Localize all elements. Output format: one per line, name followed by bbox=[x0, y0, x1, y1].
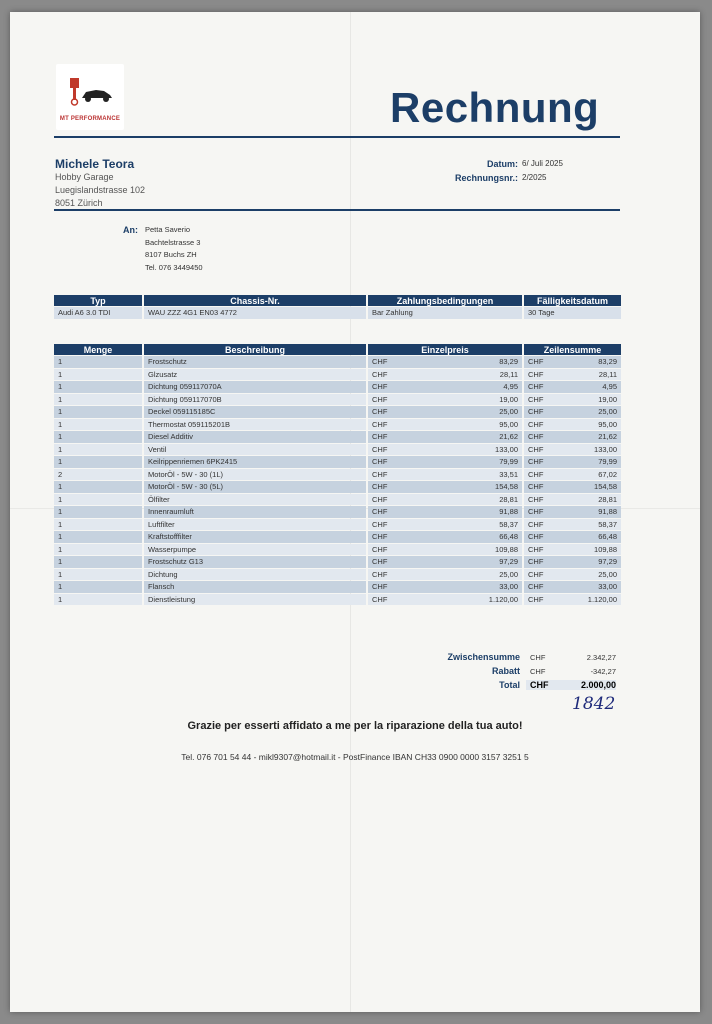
item-quantity: 1 bbox=[54, 381, 142, 393]
unit-price-value: 25,00 bbox=[499, 569, 518, 579]
item-unit-price bbox=[368, 569, 522, 581]
piston-car-icon bbox=[64, 72, 116, 112]
item-unit-price bbox=[368, 519, 522, 531]
currency-label: CHF bbox=[528, 507, 544, 517]
table-row bbox=[54, 406, 621, 418]
currency-label: CHF bbox=[372, 594, 388, 604]
subtotal-value: 2.342,27 bbox=[586, 652, 616, 662]
line-total-value: 95,00 bbox=[598, 419, 617, 429]
unit-price-value: 25,00 bbox=[499, 407, 518, 417]
item-description: Luftfilter bbox=[144, 519, 366, 531]
item-line-total bbox=[524, 369, 621, 381]
currency-label: CHF bbox=[372, 457, 388, 467]
table-row bbox=[54, 594, 621, 606]
payment-terms: Bar Zahlung bbox=[368, 307, 522, 319]
currency-label: CHF bbox=[528, 382, 544, 392]
line-total-value: 21,62 bbox=[598, 432, 617, 442]
currency-label: CHF bbox=[372, 407, 388, 417]
table-row bbox=[54, 531, 621, 543]
currency-label: CHF bbox=[372, 519, 388, 529]
item-line-total bbox=[524, 519, 621, 531]
currency-label: CHF bbox=[372, 369, 388, 379]
line-total-value: 58,37 bbox=[598, 519, 617, 529]
item-unit-price bbox=[368, 544, 522, 556]
item-unit-price bbox=[368, 594, 522, 606]
currency-label: CHF bbox=[528, 532, 544, 542]
line-total-value: 28,11 bbox=[598, 369, 617, 379]
table-row bbox=[54, 506, 621, 518]
item-description: Dichtung 059117070B bbox=[144, 394, 366, 406]
currency-label: CHF bbox=[528, 582, 544, 592]
item-line-total bbox=[524, 569, 621, 581]
table-row bbox=[54, 494, 621, 506]
table-row bbox=[54, 569, 621, 581]
table-row bbox=[54, 444, 621, 456]
item-unit-price bbox=[368, 356, 522, 368]
item-unit-price bbox=[368, 556, 522, 568]
unit-price-value: 33,51 bbox=[499, 469, 518, 479]
unit-price-value: 91,88 bbox=[499, 507, 518, 517]
item-description: Dienstleistung bbox=[144, 594, 366, 606]
currency-label: CHF bbox=[528, 457, 544, 467]
logo-text: MT PERFORMANCE bbox=[59, 116, 121, 122]
column-header: Zeilensumme bbox=[524, 344, 621, 355]
item-line-total bbox=[524, 469, 621, 481]
line-total-value: 25,00 bbox=[598, 569, 617, 579]
sender-block bbox=[55, 157, 145, 210]
unit-price-value: 33,00 bbox=[499, 582, 518, 592]
currency-label: CHF bbox=[372, 382, 388, 392]
line-items-table bbox=[52, 343, 623, 606]
item-quantity: 1 bbox=[54, 431, 142, 443]
unit-price-value: 28,81 bbox=[499, 494, 518, 504]
unit-price-value: 4,95 bbox=[503, 382, 518, 392]
item-line-total bbox=[524, 531, 621, 543]
item-line-total bbox=[524, 356, 621, 368]
sender-line: Luegislandstrasse 102 bbox=[55, 185, 146, 195]
item-quantity: 1 bbox=[54, 531, 142, 543]
line-total-value: 66,48 bbox=[598, 532, 617, 542]
item-quantity: 1 bbox=[54, 456, 142, 468]
discount-value: -342,27 bbox=[590, 666, 616, 676]
item-quantity: 1 bbox=[54, 594, 142, 606]
table-row bbox=[54, 394, 621, 406]
line-total-value: 33,00 bbox=[598, 582, 617, 592]
line-total-value: 1.120,00 bbox=[587, 594, 617, 604]
table-row bbox=[54, 556, 621, 568]
unit-price-value: 28,11 bbox=[499, 369, 518, 379]
unit-price-value: 21,62 bbox=[499, 432, 518, 442]
unit-price-value: 19,00 bbox=[499, 394, 518, 404]
company-logo bbox=[56, 64, 124, 130]
item-line-total bbox=[524, 394, 621, 406]
currency-label: CHF bbox=[528, 557, 544, 567]
currency-label: CHF bbox=[528, 407, 544, 417]
table-row bbox=[54, 581, 621, 593]
item-line-total bbox=[524, 481, 621, 493]
item-line-total bbox=[524, 406, 621, 418]
invoice-meta bbox=[430, 159, 563, 187]
currency-label: CHF bbox=[372, 507, 388, 517]
item-quantity: 1 bbox=[54, 556, 142, 568]
item-quantity: 1 bbox=[54, 544, 142, 556]
item-line-total bbox=[524, 581, 621, 593]
item-quantity: 1 bbox=[54, 494, 142, 506]
recipient-line: 8107 Buchs ZH bbox=[145, 250, 197, 259]
item-description: Frostschutz bbox=[144, 356, 366, 368]
currency-label: CHF bbox=[528, 594, 544, 604]
currency-label: CHF bbox=[528, 544, 544, 554]
item-description: MotorÖl - 5W - 30 (5L) bbox=[144, 481, 366, 493]
currency-label: CHF bbox=[372, 469, 388, 479]
line-total-value: 28,81 bbox=[598, 494, 617, 504]
sender-name: Michele Teora bbox=[55, 157, 135, 171]
column-header: Zahlungsbedingungen bbox=[368, 295, 522, 306]
currency-label: CHF bbox=[528, 419, 544, 429]
currency-label: CHF bbox=[528, 357, 544, 367]
item-quantity: 2 bbox=[54, 469, 142, 481]
item-description: Frostschutz G13 bbox=[144, 556, 366, 568]
item-description: Innenraumluft bbox=[144, 506, 366, 518]
item-description: Glzusatz bbox=[144, 369, 366, 381]
summary-block bbox=[410, 650, 616, 692]
line-total-value: 79,99 bbox=[598, 457, 617, 467]
item-quantity: 1 bbox=[54, 406, 142, 418]
currency-label: CHF bbox=[372, 532, 388, 542]
currency-label: CHF bbox=[372, 419, 388, 429]
line-total-value: 91,88 bbox=[598, 507, 617, 517]
footer-contact: Tel. 076 701 54 44 - mikl9307@hotmail.it - PostFinance IBAN CH33 0900 0000 3157 3251 5 bbox=[181, 752, 529, 762]
invoice-number-label: Rechnungsnr.: bbox=[454, 173, 518, 183]
unit-price-value: 1.120,00 bbox=[488, 594, 518, 604]
item-unit-price bbox=[368, 406, 522, 418]
item-quantity: 1 bbox=[54, 569, 142, 581]
item-quantity: 1 bbox=[54, 356, 142, 368]
item-line-total bbox=[524, 506, 621, 518]
currency-label: CHF bbox=[372, 482, 388, 492]
item-quantity: 1 bbox=[54, 481, 142, 493]
line-total-value: 67,02 bbox=[598, 469, 617, 479]
unit-price-value: 79,99 bbox=[499, 457, 518, 467]
item-quantity: 1 bbox=[54, 444, 142, 456]
currency-label: CHF bbox=[528, 519, 544, 529]
item-quantity: 1 bbox=[54, 419, 142, 431]
item-unit-price bbox=[368, 381, 522, 393]
recipient-line: Petta Saverio bbox=[145, 225, 191, 234]
item-unit-price bbox=[368, 419, 522, 431]
currency-label: CHF bbox=[528, 569, 544, 579]
line-total-value: 83,29 bbox=[598, 357, 617, 367]
line-total-value: 25,00 bbox=[598, 407, 617, 417]
currency-label: CHF bbox=[528, 432, 544, 442]
item-unit-price bbox=[368, 456, 522, 468]
table-row bbox=[54, 356, 621, 368]
unit-price-value: 66,48 bbox=[499, 532, 518, 542]
item-description: Ölfilter bbox=[144, 494, 366, 506]
recipient-line: Tel. 076 3449450 bbox=[145, 262, 203, 272]
unit-price-value: 154,58 bbox=[495, 482, 518, 492]
item-description: Kraftstofffilter bbox=[144, 531, 366, 543]
item-description: Wasserpumpe bbox=[144, 544, 366, 556]
item-line-total bbox=[524, 381, 621, 393]
item-line-total bbox=[524, 556, 621, 568]
column-header: Chassis-Nr. bbox=[144, 295, 366, 306]
table-row bbox=[54, 431, 621, 443]
item-quantity: 1 bbox=[54, 519, 142, 531]
table-row bbox=[54, 519, 621, 531]
currency-label: CHF bbox=[372, 557, 388, 567]
item-unit-price bbox=[368, 394, 522, 406]
item-description: Deckel 059115185C bbox=[144, 406, 366, 418]
vehicle-type: Audi A6 3.0 TDI bbox=[54, 307, 142, 319]
unit-price-value: 133,00 bbox=[495, 444, 518, 454]
line-total-value: 109,88 bbox=[594, 544, 617, 554]
currency-label: CHF bbox=[372, 432, 388, 442]
table-row bbox=[54, 544, 621, 556]
document-title: Rechnung bbox=[390, 84, 600, 131]
currency-label: CHF bbox=[528, 469, 544, 479]
recipient-label: An: bbox=[123, 225, 138, 235]
currency-label: CHF bbox=[372, 544, 388, 554]
column-header: Fälligkeitsdatum bbox=[524, 295, 621, 306]
item-line-total bbox=[524, 431, 621, 443]
table-row bbox=[54, 369, 621, 381]
currency-label: CHF bbox=[528, 369, 544, 379]
currency-label: CHF bbox=[372, 569, 388, 579]
line-total-value: 4,95 bbox=[602, 382, 617, 392]
date-value: 6/ Juli 2025 bbox=[522, 159, 563, 168]
date-label: Datum: bbox=[487, 159, 518, 169]
currency-label: CHF bbox=[528, 394, 544, 404]
total-value: 2.000,00 bbox=[580, 680, 616, 690]
item-unit-price bbox=[368, 469, 522, 481]
due-date: 30 Tage bbox=[524, 307, 621, 319]
invoice-page bbox=[10, 12, 700, 1012]
item-description: Dichtung bbox=[144, 569, 366, 581]
subtotal-currency: CHF bbox=[530, 652, 546, 662]
vehicle-table bbox=[52, 294, 623, 320]
item-quantity: 1 bbox=[54, 581, 142, 593]
unit-price-value: 109,88 bbox=[495, 544, 518, 554]
sender-line: 8051 Zürich bbox=[55, 198, 103, 208]
item-description: Dichtung 059117070A bbox=[144, 381, 366, 393]
currency-label: CHF bbox=[528, 482, 544, 492]
item-line-total bbox=[524, 419, 621, 431]
sender-line: Hobby Garage bbox=[55, 172, 114, 182]
table-row bbox=[54, 481, 621, 493]
unit-price-value: 97,29 bbox=[499, 557, 518, 567]
total-currency: CHF bbox=[530, 680, 549, 690]
item-unit-price bbox=[368, 481, 522, 493]
item-quantity: 1 bbox=[54, 369, 142, 381]
unit-price-value: 95,00 bbox=[499, 419, 518, 429]
item-description: Flansch bbox=[144, 581, 366, 593]
currency-label: CHF bbox=[528, 444, 544, 454]
item-line-total bbox=[524, 444, 621, 456]
discount-label: Rabatt bbox=[491, 666, 520, 676]
item-line-total bbox=[524, 494, 621, 506]
currency-label: CHF bbox=[372, 357, 388, 367]
item-line-total bbox=[524, 544, 621, 556]
recipient-line: Bachtelstrasse 3 bbox=[145, 237, 201, 247]
item-description: Diesel Additiv bbox=[144, 431, 366, 443]
line-total-value: 19,00 bbox=[598, 394, 617, 404]
currency-label: CHF bbox=[528, 494, 544, 504]
header-divider bbox=[54, 136, 620, 138]
currency-label: CHF bbox=[372, 444, 388, 454]
item-quantity: 1 bbox=[54, 394, 142, 406]
line-total-value: 97,29 bbox=[598, 557, 617, 567]
line-total-value: 133,00 bbox=[594, 444, 617, 454]
unit-price-value: 83,29 bbox=[499, 357, 518, 367]
item-unit-price bbox=[368, 431, 522, 443]
column-header: Einzelpreis bbox=[368, 344, 522, 355]
item-unit-price bbox=[368, 444, 522, 456]
table-row bbox=[54, 419, 621, 431]
recipient-block bbox=[123, 224, 203, 274]
handwritten-note: 1842 bbox=[572, 694, 616, 714]
table-row bbox=[54, 469, 621, 481]
currency-label: CHF bbox=[372, 394, 388, 404]
chassis-number: WAU ZZZ 4G1 EN03 4772 bbox=[144, 307, 366, 319]
item-line-total bbox=[524, 456, 621, 468]
meta-divider bbox=[54, 209, 620, 211]
currency-label: CHF bbox=[372, 494, 388, 504]
item-unit-price bbox=[368, 581, 522, 593]
currency-label: CHF bbox=[372, 582, 388, 592]
line-total-value: 154,58 bbox=[594, 482, 617, 492]
item-unit-price bbox=[368, 506, 522, 518]
invoice-number-value: 2/2025 bbox=[522, 173, 547, 182]
item-description: Thermostat 059115201B bbox=[144, 419, 366, 431]
item-quantity: 1 bbox=[54, 506, 142, 518]
discount-currency: CHF bbox=[530, 666, 546, 676]
subtotal-label: Zwischensumme bbox=[447, 652, 520, 662]
column-header: Menge bbox=[54, 344, 142, 355]
item-unit-price bbox=[368, 531, 522, 543]
item-unit-price bbox=[368, 369, 522, 381]
item-description: Keilrippenriemen 6PK2415 bbox=[144, 456, 366, 468]
item-description: MotorÖl - 5W - 30 (1L) bbox=[144, 469, 366, 481]
item-description: Ventil bbox=[144, 444, 366, 456]
column-header: Typ bbox=[54, 295, 142, 306]
table-row bbox=[54, 456, 621, 468]
total-label: Total bbox=[499, 680, 520, 690]
table-row bbox=[54, 381, 621, 393]
item-unit-price bbox=[368, 494, 522, 506]
thank-you-message: Grazie per esserti affidato a me per la riparazione della tua auto! bbox=[187, 720, 523, 732]
item-line-total bbox=[524, 594, 621, 606]
column-header: Beschreibung bbox=[144, 344, 366, 355]
unit-price-value: 58,37 bbox=[499, 519, 518, 529]
